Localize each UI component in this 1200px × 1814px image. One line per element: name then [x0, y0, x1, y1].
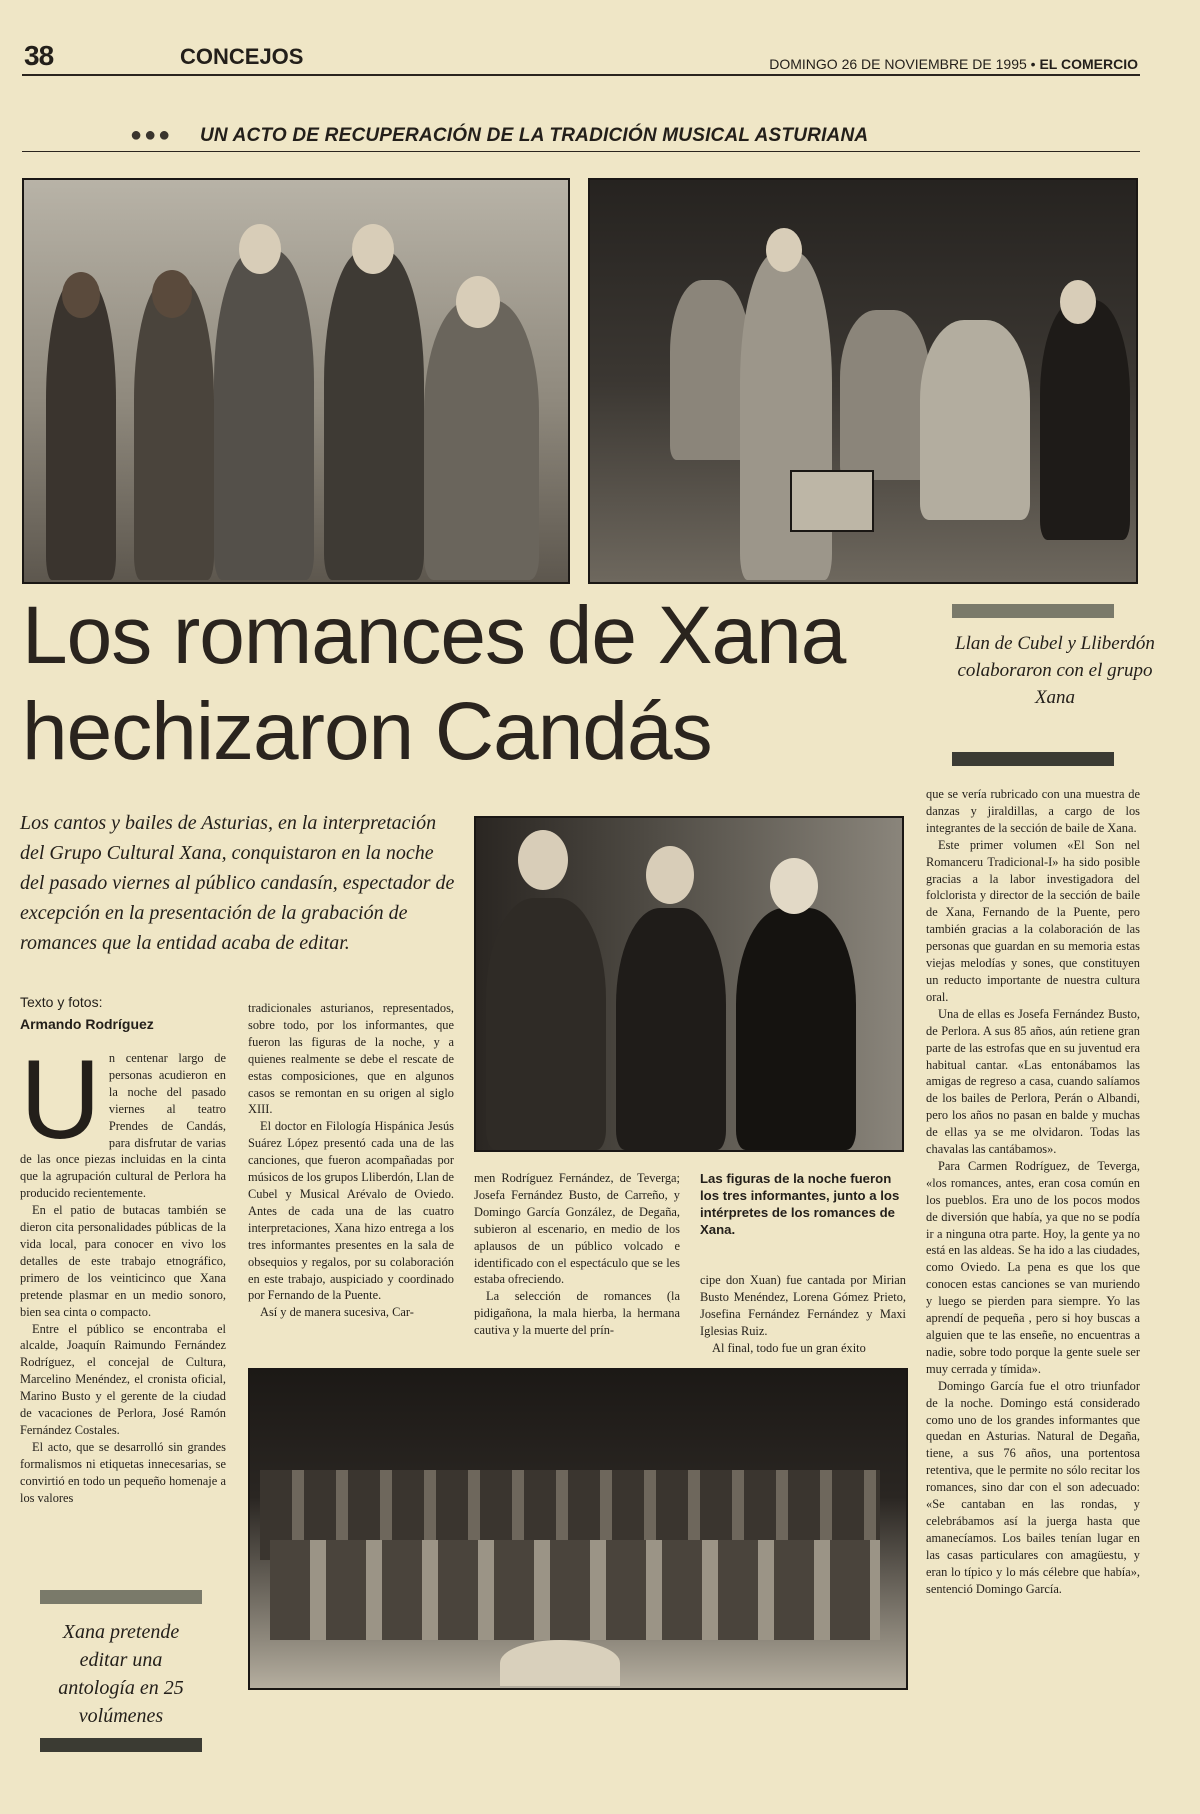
instrument-case	[790, 470, 874, 532]
byline-author: Armando Rodríguez	[20, 1016, 154, 1032]
headline-line-2: hechizaron Candás	[22, 686, 712, 777]
sidebar-pull-quote: Llan de Cubel y Lliberdón colaboraron con el grupo Xana	[955, 633, 1155, 708]
body-paragraph: tradicionales asturianos, representados, sobre todo, por los informantes, que fueron las figuras de la noche, y a quienes realmente se debe el rescate de estas composiciones, que en algunos casos se remontan en su origen al siglo XIII.	[248, 1001, 454, 1117]
body-paragraph: men Rodríguez Fernández, de Teverga; Josefa Fernández Busto, de Carreño, y Domingo García González, de Degaña, subieron al escenario, en medio de los aplausos de un público volcado e identificado con el espectáculo que se les estaba ofreciendo.	[474, 1171, 680, 1287]
body-paragraph: cipe don Xuan) fue cantada por Mirian Busto Menéndez, Lorena Gómez Prieto, Josefina Fernández Fernández y Maxi Iglesias Ruiz.	[700, 1273, 906, 1338]
person-figure	[46, 280, 116, 580]
person-figure	[214, 250, 314, 580]
page-number: 38	[24, 40, 54, 71]
person-figure	[1040, 300, 1130, 540]
kicker-rule	[22, 151, 1140, 152]
date-text: DOMINGO 26 DE NOVIEMBRE DE 1995	[769, 56, 1027, 72]
body-paragraph: n centenar largo de personas acudieron en la noche del pasado viernes al teatro Prendes de Candás, para disfrutar de varias de las once piezas incluidas en la cinta que la agrupación cultural de Perlora ha producido recientemente.	[20, 1051, 226, 1201]
pull-quote-bar-top	[952, 604, 1114, 618]
person-head	[456, 276, 500, 328]
person-figure	[920, 320, 1030, 520]
dateline	[769, 56, 1138, 72]
bottom-quote-bar-top	[40, 1590, 202, 1604]
body-column-5	[926, 786, 1140, 1598]
headline	[22, 588, 922, 780]
body-column-3	[474, 1170, 680, 1339]
photo-group-stage	[248, 1368, 908, 1690]
body-paragraph: El doctor en Filología Hispánica Jesús Suárez López presentó cada una de las canciones, que fueron acompañadas por músicos de los grupos Lliberdón, Llan de Cubel y Musical Arévalo de Oviedo. Antes de cada una de las cuatro interpretaciones, Xana hizo entrega a los tres informantes presentes en la sala de obsequios y regalos, por su colaboración en este trabajo, auspiciado y coordinado por Fernando de la Puente.	[248, 1119, 454, 1303]
photo-caption: Las figuras de la noche fueron los tres informantes, junto a los intérpretes de los romances de Xana.	[700, 1171, 900, 1237]
body-column-1	[20, 1037, 226, 1506]
body-paragraph: Entre el público se encontraba el alcalde, Joaquín Raimundo Fernández Rodríguez, el concejal de Cultura, Marcelino Menéndez, el cronista oficial, Marino Busto y el gerente de la ciudad de vacaciones de Perlora, José Ramón Fernández Costales.	[20, 1321, 226, 1437]
kicker-dots-icon: ●●●	[130, 124, 173, 146]
photo-musicians-stage	[588, 178, 1138, 584]
person-head	[1060, 280, 1096, 324]
person-figure	[840, 310, 930, 480]
person-head	[352, 224, 394, 274]
lead-paragraph: Los cantos y bailes de Asturias, en la interpretación del Grupo Cultural Xana, conquistaron en la noche del pasado viernes al público candasín, espectador de excepción en la presentación de la grabación de romances que la entidad acaba de editar.	[20, 812, 455, 954]
body-column-4	[700, 1272, 906, 1357]
body-paragraph: En el patio de butacas también se dieron cita personalidades públicas de la vida local, para conocer en vivo los detalles de este trabajo etnográfico, primero de los veinticinco que Xana pretende plasmar en un medio sonoro, bien sea cinta o compacto.	[20, 1203, 226, 1319]
byline-label: Texto y fotos:	[20, 994, 103, 1010]
body-paragraph: Domingo García fue el otro triunfador de la noche. Domingo está considerado como uno de los grandes informantes que quedan en Asturias. Natural de Degaña, tiene, a sus 76 años, una portentosa retentiva, que le permite no sólo recitar los romances, sino dar con el son adecuado: «Se cantaban en las rondas, y celebrábamos así la juerga hasta que amanecíamos. Los bailes tenían lugar en las casas particulares con amagüestu, y eran lo típico y lo más célebre que había», sentenció Domingo García.	[926, 1378, 1140, 1596]
photo-group-standing	[22, 178, 570, 584]
body-column-2	[248, 1000, 454, 1321]
section-name: CONCEJOS	[180, 44, 304, 69]
person-figure	[486, 898, 606, 1150]
body-paragraph: El acto, que se desarrolló sin grandes formalismos ni etiquetas innecesarias, se convirtió en todo un pequeño homenaje a los valores	[20, 1439, 226, 1505]
person-head	[239, 224, 281, 274]
person-head	[518, 830, 568, 890]
person-head	[646, 846, 694, 904]
body-paragraph: La selección de romances (la pidigañona, la mala hierba, la hermana cautiva y la muerte del prín-	[474, 1289, 680, 1338]
person-head	[152, 270, 192, 318]
person-figure	[424, 300, 539, 580]
body-paragraph: Este primer volumen «El Son nel Romanceru Tradicional-I» ha sido posible gracias a la labor investigadora del folclorista y director de la sección de baile de Xana, Fernando de la Puente, pero también gracias a la colaboración de las personas que guardan en su memoria estas viejas melodías y sones, que constituyen un reducto importante de nuestra cultura oral.	[926, 837, 1140, 1004]
person-figure	[324, 250, 424, 580]
pull-quote-bar-bottom	[952, 752, 1114, 766]
person-head	[62, 272, 100, 318]
person-figure	[736, 908, 856, 1150]
person-figure	[616, 908, 726, 1150]
group-front-row	[270, 1540, 880, 1640]
drop-cap: U	[20, 1037, 101, 1162]
newspaper-name: EL COMERCIO	[1039, 56, 1138, 72]
person-head	[766, 228, 802, 272]
kicker: UN ACTO DE RECUPERACIÓN DE LA TRADICIÓN MUSICAL ASTURIANA	[200, 125, 869, 146]
body-paragraph: Para Carmen Rodríguez, de Teverga, «los romances, antes, eran cosa común en los pueblos. Era uno de los pocos modos de diversión que había, ya que no se podía ir a ninguna otra parte. Hoy, la gente ya no está en las aldeas. Se ha ido a las ciudades, como Oviedo. La pena es que los que conocen estas canciones se van muriendo y luego se pierden para siempre. Yo las aprendí de pequeña , pero si hoy buscas a alguien que te las enseñe, no encuentras a nadie, sobre todo porque la gente suele ser muy cerrada y tímida».	[926, 1158, 1140, 1376]
body-paragraph: Una de ellas es Josefa Fernández Busto, de Perlora. A sus 85 años, aún retiene gran parte de las estrofas que en su juventud era habitual cantar. «Las entonábamos las amigas de regreso a casa, cuando salíamos de los bailes de Perlora, Perán o Albandi, pero los años no pasan en balde y muchas de ellas ya se me olvidaron. Todas las chavalas las cantábamos».	[926, 1006, 1140, 1157]
bottom-pull-quote: Xana pretende editar una antología en 25 volúmenes	[58, 1621, 184, 1727]
body-paragraph: Al final, todo fue un gran éxito	[712, 1340, 866, 1355]
photo-informants	[474, 816, 904, 1152]
bottom-quote-bar-bottom	[40, 1738, 202, 1752]
body-paragraph: Así y de manera sucesiva, Car-	[260, 1305, 414, 1320]
person-figure	[134, 280, 214, 580]
person-head	[770, 858, 818, 914]
date-separator: •	[1030, 56, 1036, 72]
flower-arrangement	[500, 1640, 620, 1686]
body-paragraph: que se vería rubricado con una muestra de danzas y jiraldillas, a cargo de los integrantes de la sección de baile de Xana.	[926, 787, 1140, 835]
person-figure	[670, 280, 750, 460]
headline-line-1: Los romances de Xana	[22, 590, 846, 681]
header-rule	[22, 74, 1140, 76]
